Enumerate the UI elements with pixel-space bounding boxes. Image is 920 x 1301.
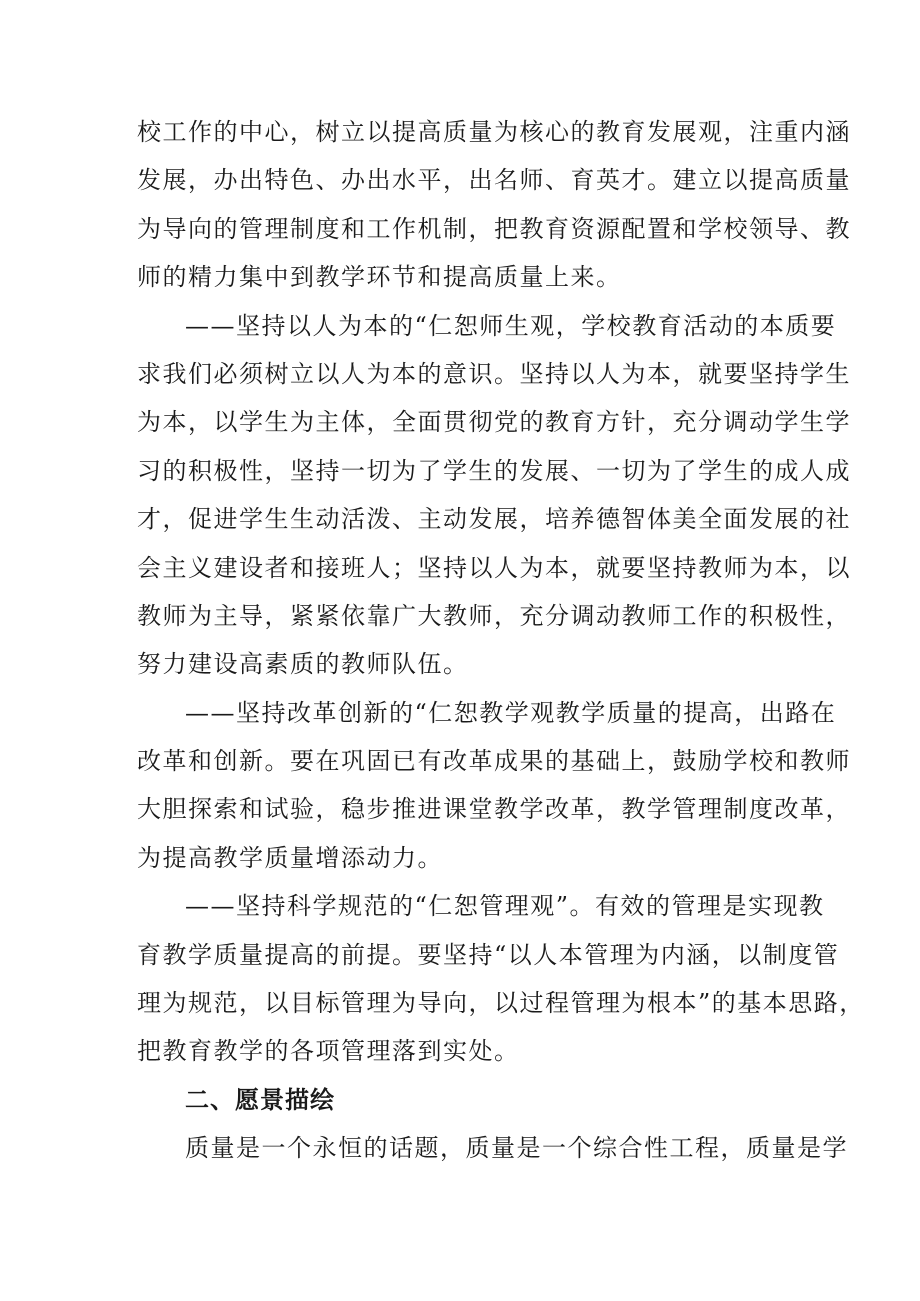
paragraph-line: 习的积极性，坚持一切为了学生的发展、一切为了学生的成人成 [137,456,851,485]
paragraph-line: 师的精力集中到教学环节和提高质量上来。 [137,263,622,292]
paragraph-line: 理为规范，以目标管理为导向，以过程管理为根本”的基本思路， [137,989,865,1018]
paragraph-line: 把教育教学的各项管理落到实处。 [137,1037,520,1066]
paragraph-line: ——坚持改革创新的“仁恕教学观教学质量的提高，出路在 [185,698,837,727]
paragraph-line: 为本，以学生为主体，全面贯彻党的教育方针，充分调动学生学 [137,408,851,437]
paragraph-line: 为提高教学质量增添动力。 [137,843,443,872]
paragraph-line: 发展，办出特色、办出水平，出名师、育英才。建立以提高质量 [137,166,851,195]
paragraph-line: 改革和创新。要在巩固已有改革成果的基础上，鼓励学校和教师 [137,747,851,776]
paragraph-line: 才，促进学生生动活泼、主动发展，培养德智体美全面发展的社 [137,505,851,534]
section-heading: 二、愿景描绘 [185,1085,335,1114]
paragraph-line: 育教学质量提高的前提。要坚持“以人本管理为内涵，以制度管 [137,940,840,969]
paragraph-line: ——坚持以人为本的“仁恕师生观，学校教育活动的本质要 [185,311,837,340]
paragraph-line: 大胆探索和试验，稳步推进课堂教学改革，教学管理制度改革， [137,795,851,824]
paragraph-line: 质量是一个永恒的话题，质量是一个综合性工程，质量是学 [185,1134,848,1163]
document-page [137,108,865,1173]
paragraph-line: 会主义建设者和接班人；坚持以人为本，就要坚持教师为本，以 [137,553,851,582]
paragraph-line: ——坚持科学规范的“仁恕管理观”。有效的管理是实现教 [185,892,825,921]
paragraph-line: 求我们必须树立以人为本的意识。坚持以人为本，就要坚持学生 [137,359,851,388]
paragraph-line: 努力建设高素质的教师队伍。 [137,650,469,679]
paragraph-line: 教师为主导，紧紧依靠广大教师，充分调动教师工作的积极性， [137,601,851,630]
paragraph-line: 校工作的中心，树立以提高质量为核心的教育发展观，注重内涵 [137,118,851,146]
paragraph-line: 为导向的管理制度和工作机制，把教育资源配置和学校领导、教 [137,214,851,243]
